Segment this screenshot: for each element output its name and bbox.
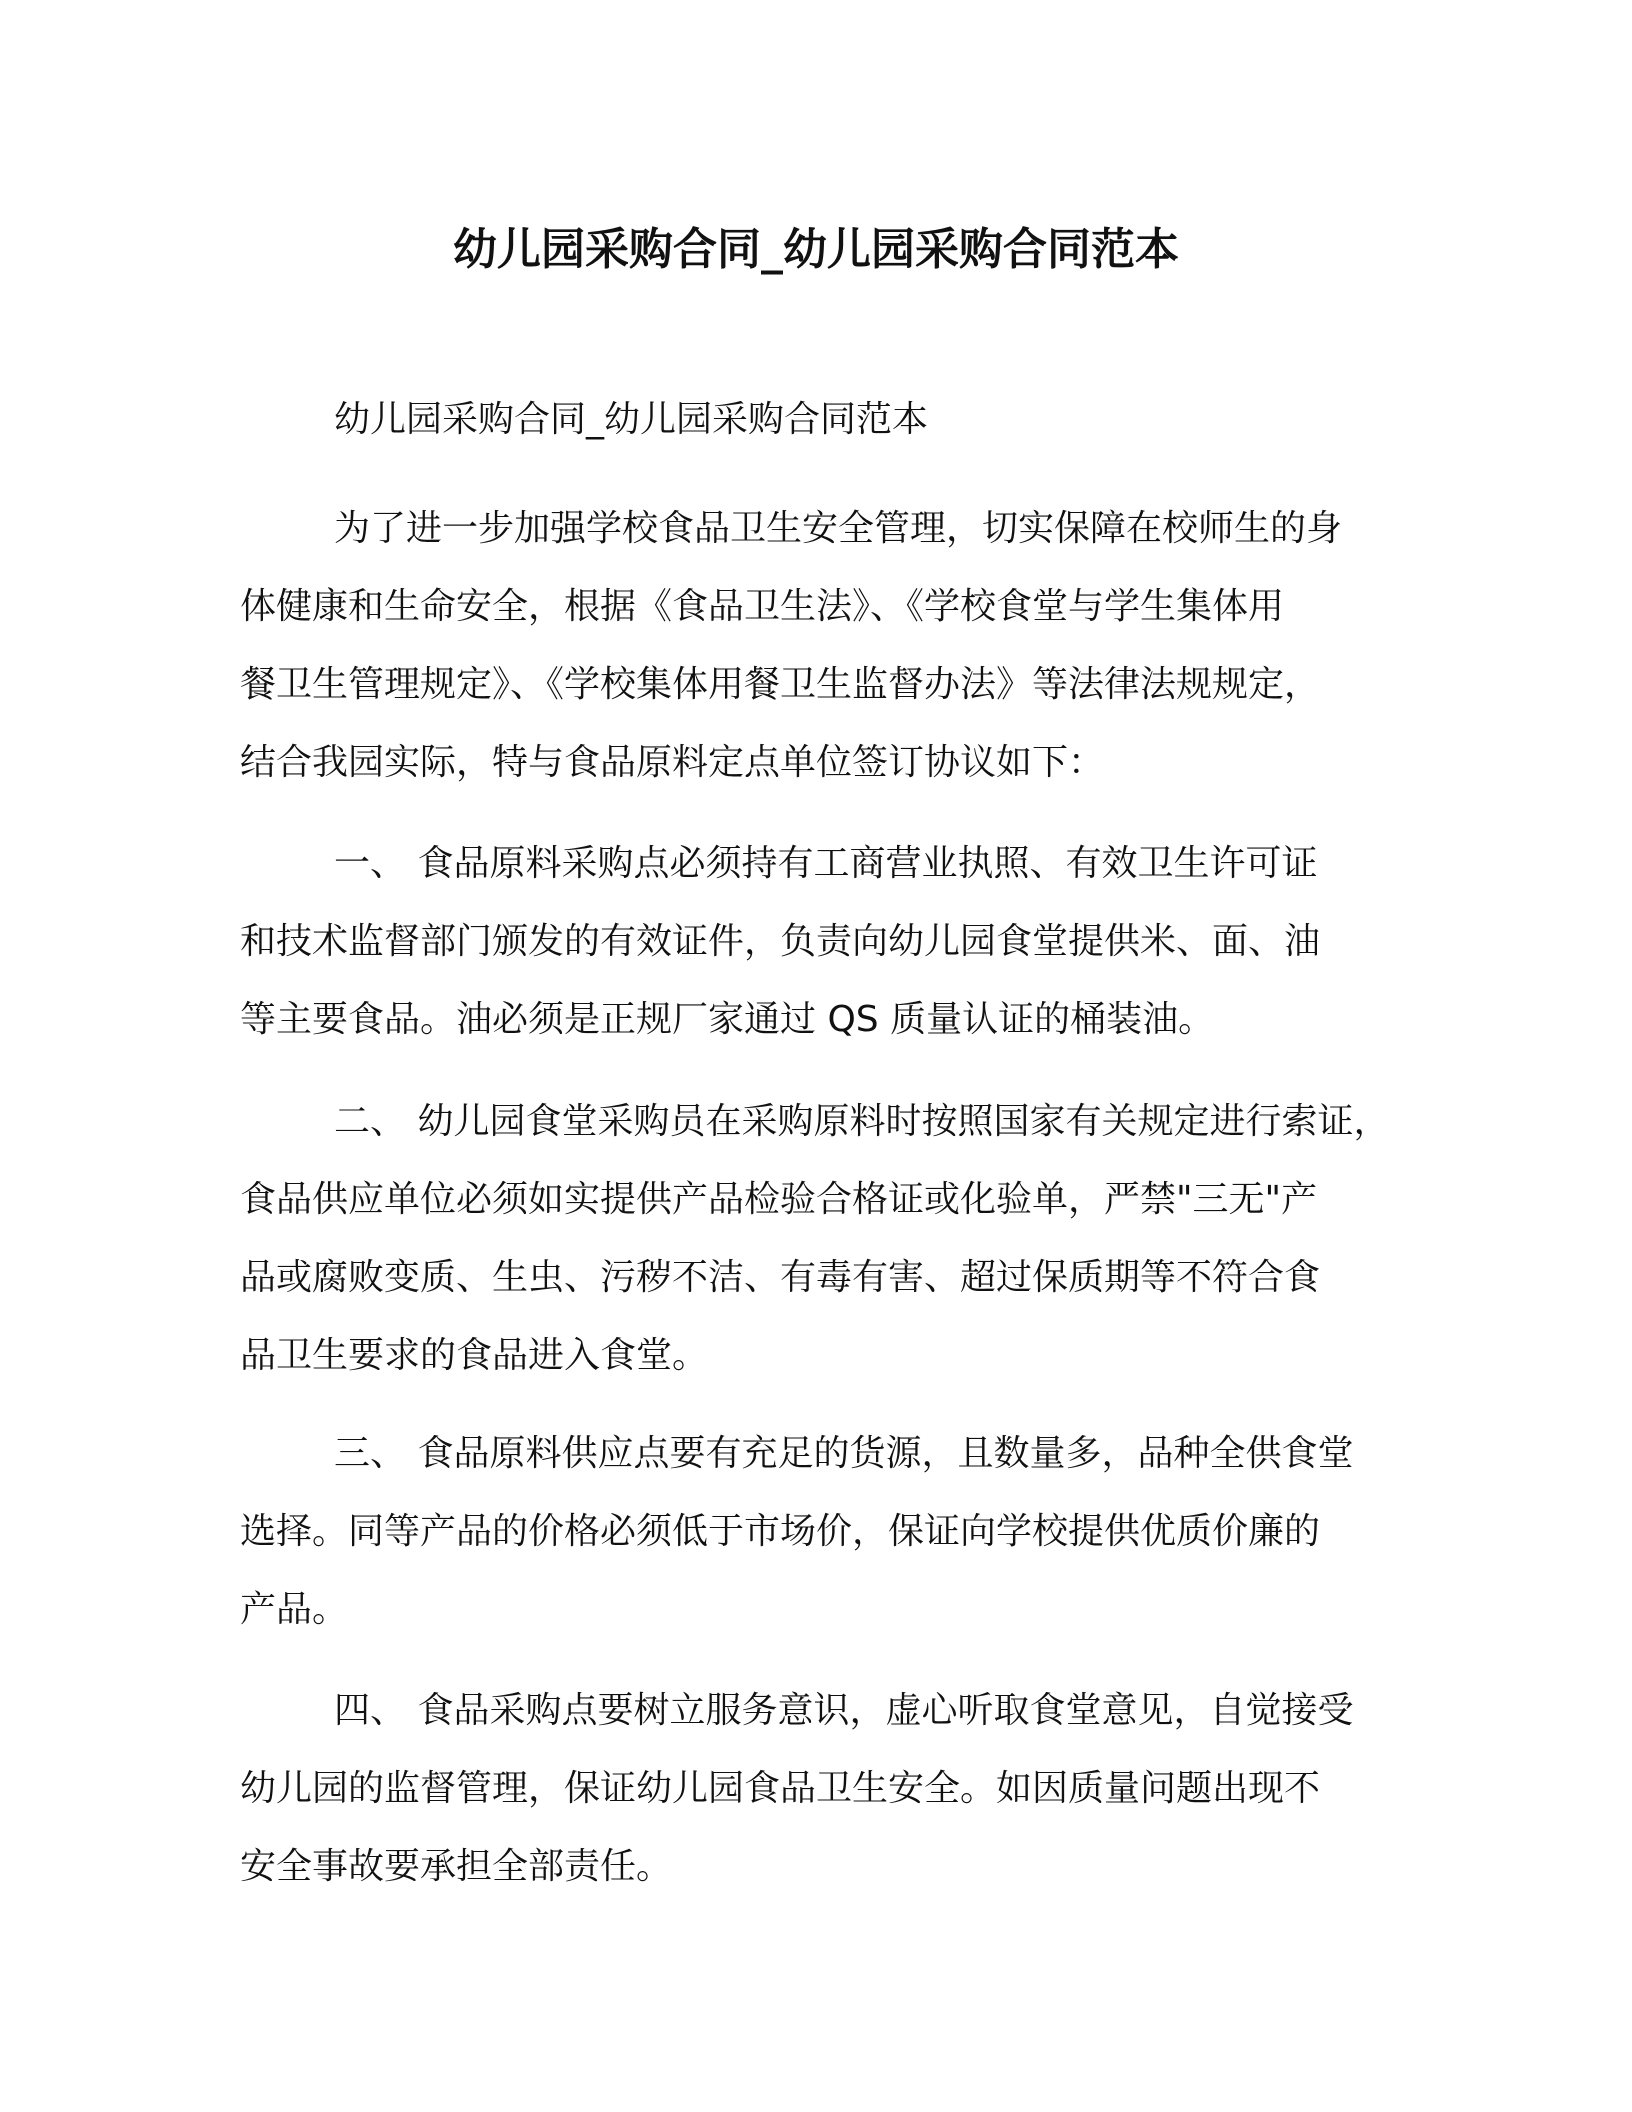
paragraph-line: 和技术监督部门颁发的有效证件，负责向幼儿园食堂提供米、面、油 [240,921,1321,962]
paragraph-line: 品或腐败变质、生虫、污秽不洁、有毒有害、超过保质期等不符合食 [240,1257,1321,1298]
paragraph-line: 为了进一步加强学校食品卫生安全管理，切实保障在校师生的身 [334,508,1343,549]
paragraph-line: 选择。同等产品的价格必须低于市场价，保证向学校提供优质价廉的 [240,1511,1321,1552]
paragraph-line: 三、 食品原料供应点要有充足的货源，且数量多，品种全供食堂 [334,1433,1354,1474]
intro-paragraph [240,490,1410,802]
paragraph-line: 结合我园实际，特与食品原料定点单位签订协议如下： [240,742,1105,783]
document-title: 幼儿园采购合同_幼儿园采购合同范本 [453,224,1179,275]
paragraph-line: 幼儿园的监督管理，保证幼儿园食品卫生安全。如因质量问题出现不 [240,1768,1321,1809]
document-subtitle: 幼儿园采购合同_幼儿园采购合同范本 [334,399,929,440]
paragraph-line: 食品供应单位必须如实提供产品检验合格证或化验单，严禁"三无"产 [240,1179,1318,1220]
paragraph-line: 餐卫生管理规定》、《学校集体用餐卫生监督办法》等法律法规规定， [240,664,1321,705]
paragraph-line: 四、 食品采购点要树立服务意识，虚心听取食堂意见，自觉接受 [334,1690,1354,1731]
paragraph-line: 安全事故要承担全部责任。 [240,1846,673,1887]
paragraph-line: 等主要食品。油必须是正规厂家通过 QS 质量认证的桶装油。 [240,999,1215,1040]
clause-4-paragraph [240,1672,1410,1906]
clause-3-paragraph [240,1415,1410,1649]
clause-1-paragraph [240,825,1410,1059]
clause-2-paragraph [240,1083,1410,1395]
paragraph-line: 产品。 [240,1589,349,1630]
paragraph-line: 二、 幼儿园食堂采购员在采购原料时按照国家有关规定进行索证， [334,1101,1390,1142]
paragraph-line: 一、 食品原料采购点必须持有工商营业执照、有效卫生许可证 [334,843,1318,884]
paragraph-line: 体健康和生命安全，根据《食品卫生法》、《学校食堂与学生集体用 [240,586,1285,627]
paragraph-line: 品卫生要求的食品进入食堂。 [240,1335,709,1376]
